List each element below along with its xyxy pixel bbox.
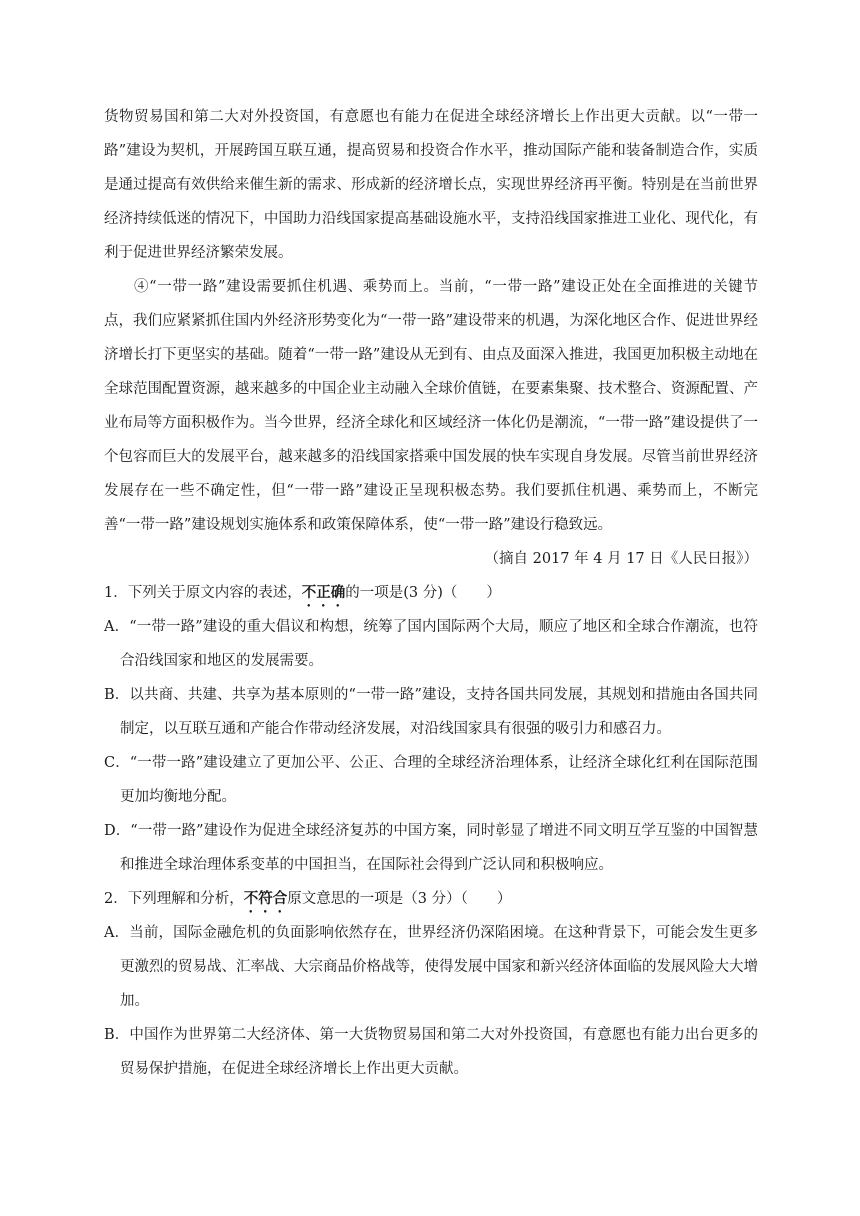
question-2-stem: 2．下列理解和分析，不符合原文意思的一项是（3 分）（ ） [104,890,512,907]
question-2-option-a: A．当前，国际金融危机的负面影响依然存在，世界经济仍深陷困境。在这种背景下，可能会发生更多更激烈的贸易战、汇率战、大宗商品价格战等，使得发展中国家和新兴经济体面临的发展风险大大增加。 [104,925,758,1009]
passage-paragraph-3-continued: 货物贸易国和第二大对外投资国，有意愿也有能力在促进全球经济增长上作出更大贡献。以“一带一路”建设为契机，开展跨国互联互通，提高贸易和投资合作水平，推动国际产能和装备制造合作，实质是通过提高有效供给来催生新的需求、形成新的经济增长点，实现世界经济再平衡。特别是在当前世界经济持续低迷的情况下，中国助力沿线国家提高基础设施水平，支持沿线国家推进工业化、现代化，有利于促进世界经济繁荣发展。 [104,109,758,261]
question-2-emphasis: 不符合 [243,890,288,907]
question-1-option-d: D．“一带一路”建设作为促进全球经济复苏的中国方案，同时彰显了增进不同文明互学互鉴的中国智慧和推进全球治理体系变革的中国担当，在国际社会得到广泛认同和积极响应。 [104,823,758,873]
question-1-option-b: B．以共商、共建、共享为基本原则的“一带一路”建设，支持各国共同发展，其规划和措施由各国共同制定，以互联互通和产能合作带动经济发展，对沿线国家具有很强的吸引力和感召力。 [104,687,758,737]
question-1-option-c: C．“一带一路”建设建立了更加公平、公正、合理的全球经济治理体系，让经济全球化红利在国际范围更加均衡地分配。 [104,755,758,805]
question-2-option-b: B．中国作为世界第二大经济体、第一大货物贸易国和第二大对外投资国，有意愿也有能力出台更多的贸易保护措施，在促进全球经济增长上作出更大贡献。 [104,1027,758,1077]
question-1-emphasis: 不正确 [301,584,346,601]
passage-paragraph-4: ④“一带一路”建设需要抓住机遇、乘势而上。当前，“一带一路”建设正处在全面推进的关键节点，我们应紧紧抓住国内外经济形势变化为“一带一路”建设带来的机遇，为深化地区合作、促进世界经济增长打下更坚实的基础。随着“一带一路”建设从无到有、由点及面深入推进，我国更加积极主动地在全球范围配置资源，越来越多的中国企业主动融入全球价值链，在要素集聚、技术整合、资源配置、产业布局等方面积极作为。当今世界，经济全球化和区域经济一体化仍是潮流，“一带一路”建设提供了一个包容而巨大的发展平台，越来越多的沿线国家搭乘中国发展的快车实现自身发展。尽管当前世界经济发展存在一些不确定性，但“一带一路”建设正呈现积极态势。我们要抓住机遇、乘势而上，不断完善“一带一路”建设规划实施体系和政策保障体系，使“一带一路”建设行稳致远。 [104,279,758,533]
document-body [104,100,758,1086]
source-citation: （摘自 2017 年 4 月 17 日《人民日报》） [484,551,758,567]
question-1-option-a: A．“一带一路”建设的重大倡议和构想，统筹了国内国际两个大局，顺应了地区和全球合作潮流，也符合沿线国家和地区的发展需要。 [104,619,758,669]
question-1-stem: 1．下列关于原文内容的表述，不正确的一项是(3 分)（ ） [104,584,501,601]
